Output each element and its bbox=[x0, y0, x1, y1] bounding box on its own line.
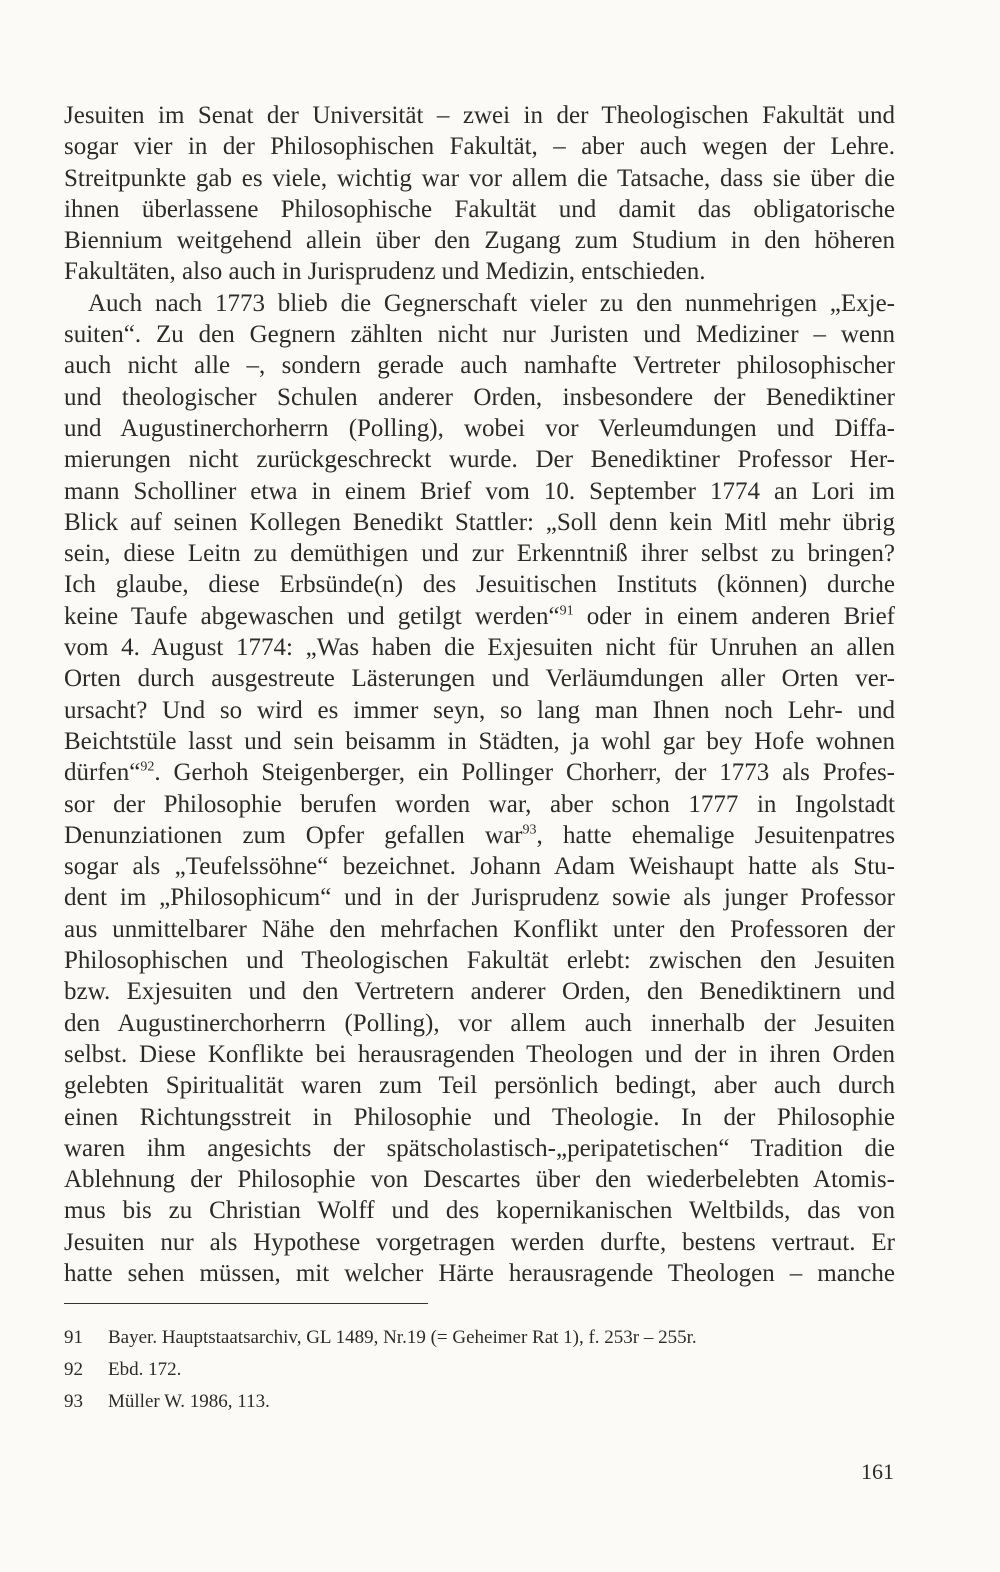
footnote-91 bbox=[64, 1322, 895, 1354]
footnote-reference[interactable]: 92 bbox=[140, 759, 155, 775]
text-line: sogar als „Teufelssöhne“ bezeichnet. Johann Adam Weishaupt hatte als Stu- bbox=[64, 853, 895, 881]
text-line bbox=[64, 820, 895, 851]
text-line: Ablehnung der Philosophie von Descartes über den wiederbelebten Atomis- bbox=[64, 1166, 895, 1194]
text-line bbox=[64, 601, 895, 632]
footnote-reference[interactable]: 91 bbox=[559, 603, 574, 619]
text-segment: , hatte ehemalige Jesuitenpatres bbox=[536, 821, 895, 849]
footnotes bbox=[64, 1322, 895, 1418]
text-line: mierungen nicht zurückgeschreckt wurde. Der Benediktiner Professor Her- bbox=[64, 446, 895, 474]
text-line: Philosophischen und Theologischen Fakultät erlebt: zwischen den Jesuiten bbox=[64, 947, 895, 975]
text-segment: oder in einem anderen Brief bbox=[573, 602, 896, 630]
footnote-number: 92 bbox=[64, 1359, 83, 1380]
text-line: Auch nach 1773 blieb die Gegnerschaft vieler zu den nunmehrigen „Exje- bbox=[88, 289, 895, 317]
text-line: sein, diese Leitn zu demüthigen und zur Erkenntniß ihrer selbst zu bringen? bbox=[64, 540, 895, 568]
text-line: Beichtstüle lasst und sein beisamm in Städten, ja wohl gar bey Hofe wohnen bbox=[64, 727, 895, 755]
text-segment: keine Taufe abgewaschen und getilgt werden“ bbox=[64, 602, 560, 630]
page-number: 161 bbox=[861, 1459, 894, 1484]
text-segment: dürfen“ bbox=[64, 759, 141, 787]
footnote-divider bbox=[64, 1303, 428, 1304]
text-line: Jesuiten nur als Hypothese vorgetragen werden durfte, bestens vertraut. Er bbox=[64, 1228, 895, 1256]
text-line: und Augustinerchorherrn (Polling), wobei vor Verleumdungen und Diffa- bbox=[64, 414, 895, 442]
text-segment: Denunziationen zum Opfer gefallen war bbox=[64, 821, 523, 849]
footnote-text: Müller W. 1986, 113. bbox=[108, 1391, 270, 1412]
text-line: Fakultäten, also auch in Jurisprudenz und Medizin, entschieden. bbox=[64, 258, 706, 286]
text-line: ihnen überlassene Philosophische Fakultät und damit das obligatorische bbox=[64, 195, 895, 223]
body-text bbox=[64, 100, 895, 1289]
text-line: mann Scholliner etwa in einem Brief vom 10. September 1774 an Lori im bbox=[64, 477, 895, 505]
text-line: Ich glaube, diese Erbsünde(n) des Jesuitischen Instituts (können) durche bbox=[64, 571, 895, 599]
text-line: Blick auf seinen Kollegen Benedikt Stattler: „Soll denn kein Mitl mehr übrig bbox=[64, 508, 895, 536]
footnote-text: Bayer. Hauptstaatsarchiv, GL 1489, Nr.19 (= Geheimer Rat 1), f. 253r – 255r. bbox=[108, 1327, 697, 1348]
footnote-reference[interactable]: 93 bbox=[522, 822, 537, 838]
footnote-text: Ebd. 172. bbox=[108, 1359, 182, 1380]
text-line: selbst. Diese Konflikte bei herausragenden Theologen und der in ihren Orden bbox=[64, 1040, 895, 1068]
text-line: dent im „Philosophicum“ und in der Jurisprudenz sowie als junger Professor bbox=[64, 884, 895, 912]
text-line: den Augustinerchorherrn (Polling), vor allem auch innerhalb der Jesuiten bbox=[64, 1009, 895, 1037]
text-line: gelebten Spiritualität waren zum Teil persönlich bedingt, aber auch durch bbox=[64, 1072, 895, 1100]
footnote-92 bbox=[64, 1354, 895, 1386]
text-line: hatte sehen müssen, mit welcher Härte herausragende Theologen – manche bbox=[64, 1259, 895, 1287]
text-line: sor der Philosophie berufen worden war, aber schon 1777 in Ingolstadt bbox=[64, 790, 895, 818]
text-line: Streitpunkte gab es viele, wichtig war vor allem die Tatsache, dass sie über die bbox=[64, 164, 895, 192]
text-line: vom 4. August 1774: „Was haben die Exjesuiten nicht für Unruhen an allen bbox=[64, 634, 895, 662]
text-line: ursacht? Und so wird es immer seyn, so lang man Ihnen noch Lehr- und bbox=[64, 696, 895, 724]
text-line: auch nicht alle –, sondern gerade auch namhafte Vertreter philosophischer bbox=[64, 352, 895, 380]
text-segment: . Gerhoh Steigenberger, ein Pollinger Chorherr, der 1773 als Profes- bbox=[154, 759, 895, 787]
text-line: einen Richtungsstreit in Philosophie und Theologie. In der Philosophie bbox=[64, 1103, 895, 1131]
footnote-number: 93 bbox=[64, 1391, 83, 1412]
text-line: bzw. Exjesuiten und den Vertretern anderer Orden, den Benediktinern und bbox=[64, 978, 895, 1006]
footnote-number: 91 bbox=[64, 1327, 83, 1348]
text-line: suiten“. Zu den Gegnern zählten nicht nur Juristen und Mediziner – wenn bbox=[64, 321, 895, 349]
text-line: aus unmittelbarer Nähe den mehrfachen Konflikt unter den Professoren der bbox=[64, 915, 895, 943]
footnote-93 bbox=[64, 1386, 895, 1418]
text-line: sogar vier in der Philosophischen Fakultät, – aber auch wegen der Lehre. bbox=[64, 133, 895, 161]
text-line: waren ihm angesichts der spätscholastisch-„peripatetischen“ Tradition die bbox=[64, 1134, 895, 1162]
text-line: und theologischer Schulen anderer Orden, insbesondere der Benediktiner bbox=[64, 383, 895, 411]
text-line: Biennium weitgehend allein über den Zugang zum Studium in den höheren bbox=[64, 227, 895, 255]
text-line: Orten durch ausgestreute Lästerungen und Verläumdungen aller Orten ver- bbox=[64, 665, 895, 693]
text-line: Jesuiten im Senat der Universität – zwei in der Theologischen Fakultät und bbox=[64, 102, 895, 129]
text-line: mus bis zu Christian Wolff und des kopernikanischen Weltbilds, das von bbox=[64, 1197, 895, 1225]
text-line bbox=[64, 757, 895, 788]
